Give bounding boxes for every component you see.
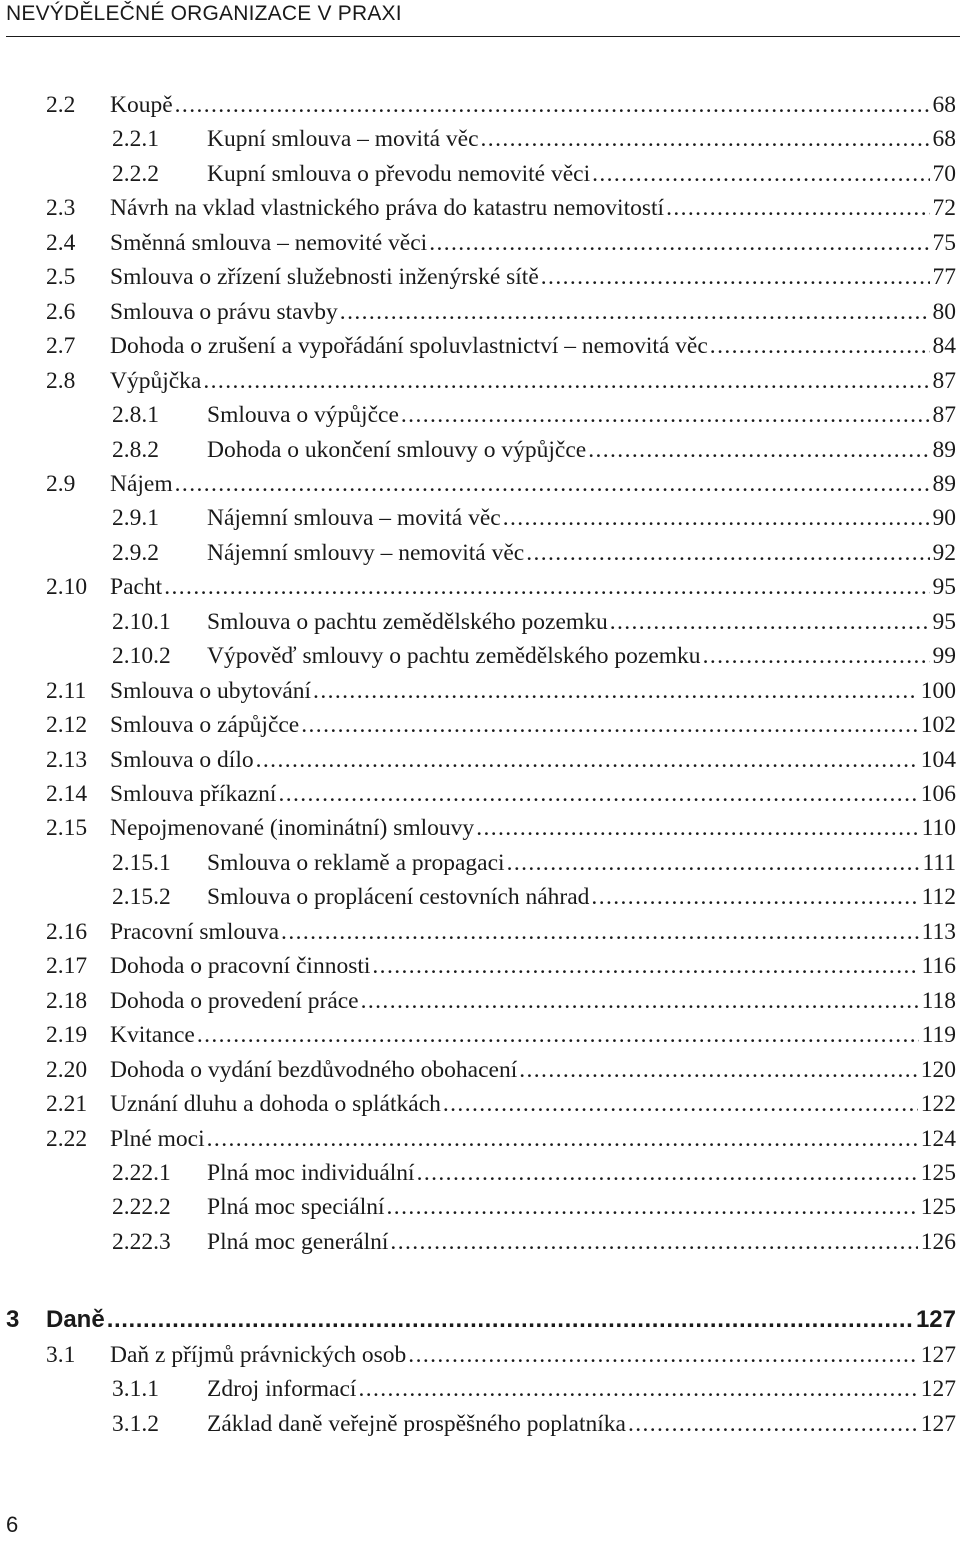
toc-entry-page: 112 [921, 884, 956, 911]
dot-leader [592, 157, 929, 191]
toc-entry-title: Nepojmenované (inominátní) smlouvy [110, 815, 475, 842]
dot-leader [541, 260, 930, 294]
dot-leader [476, 811, 918, 845]
toc-entry-line [110, 364, 956, 398]
toc-entry-page: 127 [915, 1306, 956, 1334]
toc-entry-page: 90 [932, 505, 956, 532]
toc-entry-title: Uznání dluhu a dohoda o splátkách [110, 1091, 441, 1118]
toc-entry-page: 68 [932, 126, 956, 153]
running-header: NEVÝDĚLEČNÉ ORGANIZACE V PRAXI [6, 2, 402, 25]
toc-entry-line [110, 191, 956, 225]
toc-entry-page: 95 [932, 574, 956, 601]
toc-entry-line [110, 570, 956, 604]
toc-entry-line [110, 260, 956, 294]
toc-entry-page: 119 [921, 1022, 956, 1049]
toc-entry-line [207, 1156, 956, 1190]
toc-entry [0, 605, 956, 639]
dot-leader [387, 1190, 918, 1224]
toc-entry-line [110, 949, 956, 983]
toc-entry-line [207, 605, 956, 639]
dot-leader [408, 1338, 917, 1372]
dot-leader [197, 1018, 919, 1052]
toc-entry-number: 2.2.1 [112, 126, 159, 153]
toc-entry [0, 501, 956, 535]
toc-entry-page: 125 [920, 1159, 956, 1186]
toc-entry-title: Plná moc speciální [207, 1194, 385, 1221]
toc-entry [0, 1122, 956, 1156]
dot-leader [417, 1156, 918, 1190]
toc-entry-number: 2.5 [46, 264, 76, 291]
toc-entry-number: 2.22.2 [112, 1194, 171, 1221]
toc-entry-title: Návrh na vklad vlastnického práva do katastru nemovitostí [110, 195, 665, 222]
dot-leader [507, 846, 920, 880]
dot-leader [175, 467, 930, 501]
toc-entry-line [207, 1225, 956, 1259]
toc-entry-number: 2.18 [46, 987, 88, 1014]
toc-entry [0, 1190, 956, 1224]
toc-entry-page: 89 [932, 436, 956, 463]
toc-entry [0, 364, 956, 398]
toc-entry-number: 2.20 [46, 1056, 88, 1083]
toc-entry-page: 75 [932, 229, 956, 256]
dot-leader [175, 88, 930, 122]
toc-entry-title: Dohoda o vydání bezdůvodného obohacení [110, 1056, 518, 1083]
toc-entry-title: Plné moci [110, 1125, 205, 1152]
toc-entry [0, 811, 956, 845]
toc-entry [0, 915, 956, 949]
toc-entry-line [110, 295, 956, 329]
toc-entry-page: 99 [932, 643, 956, 670]
toc-entry-line [207, 1407, 956, 1441]
toc-entry-line [207, 639, 956, 673]
toc-entry-page: 87 [932, 402, 956, 429]
toc-entry-line [110, 467, 956, 501]
toc-entry [0, 536, 956, 570]
toc-entry-line [46, 1303, 956, 1337]
toc-entry-number: 2.21 [46, 1091, 88, 1118]
toc-entry-line [207, 398, 956, 432]
toc-entry-page: 104 [920, 746, 956, 773]
toc-entry-title: Výpůjčka [110, 367, 202, 394]
dot-leader [340, 295, 930, 329]
toc-entry [0, 157, 956, 191]
toc-entry [0, 880, 956, 914]
toc-entry-number: 2.4 [46, 229, 76, 256]
toc-entry-page: 125 [920, 1194, 956, 1221]
toc-entry-number: 2.2 [46, 92, 76, 118]
toc-entry-number: 2.12 [46, 712, 88, 739]
toc-entry-number: 2.17 [46, 953, 88, 980]
toc-entry-title: Dohoda o ukončení smlouvy o výpůjčce [207, 436, 587, 463]
toc-entry-page: 124 [920, 1125, 956, 1152]
toc-entry-line [110, 1087, 956, 1121]
toc-entry [0, 743, 956, 777]
toc-entry-title: Dohoda o pracovní činnosti [110, 953, 371, 980]
toc-entry-page: 122 [920, 1091, 956, 1118]
page-number: 6 [6, 1512, 19, 1537]
toc-entry-title: Výpověď smlouvy o pachtu zemědělského pozemku [207, 643, 701, 670]
toc-entry [0, 88, 956, 122]
toc-entry-page: 100 [920, 677, 956, 704]
toc-entry [0, 708, 956, 742]
dot-leader [666, 191, 929, 225]
toc-entry [0, 433, 956, 467]
dot-leader [443, 1087, 918, 1121]
toc-entry [0, 1407, 956, 1441]
toc-entry-number: 2.3 [46, 195, 76, 222]
toc-entry-line [207, 536, 956, 570]
toc-entry-title: Základ daně veřejně prospěšného poplatníka [207, 1410, 626, 1437]
dot-leader [207, 1122, 918, 1156]
toc-entry-line [207, 1190, 956, 1224]
dot-leader [710, 329, 930, 363]
toc-entry-line [110, 811, 956, 845]
toc-entry-page: 70 [932, 160, 956, 187]
toc-entry-page: 84 [932, 333, 956, 360]
toc-entry-number: 2.9.1 [112, 505, 159, 532]
toc-entry-line [207, 1372, 956, 1406]
toc-entry-title: Nájemní smlouva – movitá věc [207, 505, 501, 532]
toc-entry [0, 1225, 956, 1259]
toc-entry-page: 127 [920, 1410, 956, 1437]
toc-entry-title: Smlouva o zápůjčce [110, 712, 300, 739]
toc-entry-number: 2.15.1 [112, 849, 171, 876]
toc-entry-number: 3.1 [46, 1341, 76, 1368]
toc-entry-page: 116 [921, 953, 956, 980]
toc-entry [0, 1087, 956, 1121]
toc-entry-line [207, 157, 956, 191]
toc-entry [0, 1338, 956, 1372]
toc-entry-line [110, 1053, 956, 1087]
toc-entry-number: 2.11 [46, 677, 87, 704]
toc-entry-page: 110 [921, 815, 956, 842]
toc-entry-line [110, 1122, 956, 1156]
toc-entry-line [110, 1338, 956, 1372]
toc-entry [0, 570, 956, 604]
dot-leader [301, 708, 918, 742]
toc-entry-number: 2.10.1 [112, 608, 171, 635]
toc-entry-number: 2.22 [46, 1125, 88, 1152]
toc-entry-number: 2.19 [46, 1022, 88, 1049]
dot-leader [591, 880, 918, 914]
dot-leader [390, 1225, 917, 1259]
dot-leader [313, 674, 918, 708]
dot-leader [203, 364, 929, 398]
toc-entry-title: Daně [46, 1306, 105, 1334]
dot-leader [610, 605, 930, 639]
toc-entry-number: 2.8.2 [112, 436, 159, 463]
toc-entry-number: 3.1.1 [112, 1376, 159, 1403]
dot-leader [401, 398, 930, 432]
dot-leader [519, 1053, 918, 1087]
toc-entry-number: 2.15 [46, 815, 88, 842]
toc-entry [0, 226, 956, 260]
toc-entry-page: 102 [920, 712, 956, 739]
toc-entry-page: 126 [920, 1228, 956, 1255]
toc-entry [0, 1053, 956, 1087]
dot-leader [358, 1372, 917, 1406]
toc-entry-line [110, 329, 956, 363]
toc-entry-title: Směnná smlouva – nemovité věci [110, 229, 428, 256]
toc-entry-title: Plná moc individuální [207, 1159, 415, 1186]
toc-entry-line [110, 915, 956, 949]
toc-entry-number: 2.22.1 [112, 1159, 171, 1186]
toc-entry-line [110, 777, 956, 811]
toc-entry-title: Kupní smlouva – movitá věc [207, 126, 479, 153]
dot-leader [429, 226, 929, 260]
dot-leader [588, 433, 929, 467]
toc-entry-title: Smlouva o reklamě a propagaci [207, 849, 505, 876]
dot-leader [703, 639, 930, 673]
toc-entry-line [207, 501, 956, 535]
toc-entry-line [110, 88, 956, 122]
toc-entry-line [207, 880, 956, 914]
toc-entry-page: 113 [921, 918, 956, 945]
toc-entry-page: 111 [922, 849, 956, 876]
toc-entry-title: Smlouva o proplácení cestovních náhrad [207, 884, 590, 911]
toc-entry [0, 1018, 956, 1052]
toc-entry-title: Dohoda o zrušení a vypořádání spoluvlastnictví – nemovitá věc [110, 333, 708, 360]
toc-entry [0, 777, 956, 811]
toc-entry-page: 87 [932, 367, 956, 394]
toc-entry [0, 949, 956, 983]
toc-entry [0, 846, 956, 880]
toc-entry-title: Pracovní smlouva [110, 918, 280, 945]
toc-entry-title: Smlouva o zřízení služebnosti inženýrské sítě [110, 264, 539, 291]
toc-entry-line [110, 1018, 956, 1052]
dot-leader [503, 501, 930, 535]
toc-entry-title: Dohoda o provedení práce [110, 987, 359, 1014]
toc-entry-page: 95 [932, 608, 956, 635]
toc-entry [0, 984, 956, 1018]
toc-entry-page: 80 [932, 298, 956, 325]
toc-entry [0, 295, 956, 329]
dot-leader [526, 536, 929, 570]
toc-entry [0, 1156, 956, 1190]
toc-entry [0, 398, 956, 432]
toc-entry-number: 2.7 [46, 333, 76, 360]
toc-entry-number: 2.16 [46, 918, 88, 945]
toc-entry-title: Nájemní smlouvy – nemovitá věc [207, 539, 525, 566]
toc-entry-title: Smlouva o právu stavby [110, 298, 338, 325]
dot-leader [481, 122, 930, 156]
toc-entry-number: 3 [6, 1306, 20, 1334]
toc-entry-title: Smlouva o dílo [110, 746, 254, 773]
toc-entry [0, 467, 956, 501]
dot-leader [281, 915, 919, 949]
toc-chapter-entry [0, 1303, 956, 1337]
toc-entry-page: 72 [932, 195, 956, 222]
toc-entry-title: Pacht [110, 574, 163, 601]
toc-entry-page: 77 [932, 264, 956, 291]
toc-entry-line [207, 433, 956, 467]
toc-entry-number: 2.14 [46, 781, 88, 807]
toc-entry-page: 106 [920, 781, 956, 807]
toc-entry-title: Smlouva o výpůjčce [207, 402, 399, 429]
toc-entry-page: 127 [920, 1341, 956, 1368]
toc-entry [0, 639, 956, 673]
toc-entry-title: Smlouva o pachtu zemědělského pozemku [207, 608, 608, 635]
toc-entry-page: 120 [920, 1056, 956, 1083]
toc-entry-page: 127 [920, 1376, 956, 1403]
toc-entry-number: 2.6 [46, 298, 76, 325]
toc-entry [0, 1372, 956, 1406]
toc-entry-title: Nájem [110, 470, 173, 497]
toc-entry [0, 122, 956, 156]
dot-leader [628, 1407, 918, 1441]
toc-entry-title: Smlouva příkazní [110, 781, 277, 807]
toc-entry-title: Smlouva o ubytování [110, 677, 312, 704]
toc-entry-line [110, 984, 956, 1018]
toc-entry-line [207, 846, 956, 880]
dot-leader [256, 743, 918, 777]
toc-entry-number: 2.22.3 [112, 1228, 171, 1255]
toc-entry-number: 2.9 [46, 470, 76, 497]
toc-entry-number: 2.8 [46, 367, 76, 394]
toc-entry-title: Plná moc generální [207, 1228, 389, 1255]
dot-leader [361, 984, 919, 1018]
toc-entry [0, 674, 956, 708]
toc-entry-title: Daň z příjmů právnických osob [110, 1341, 407, 1368]
dot-leader [107, 1303, 913, 1337]
toc-entry-page: 68 [932, 92, 956, 118]
toc-entry-number: 3.1.2 [112, 1410, 159, 1437]
toc-entry [0, 260, 956, 294]
toc-entry-number: 2.2.2 [112, 160, 159, 187]
toc-entry-number: 2.15.2 [112, 884, 171, 911]
toc-entry-number: 2.10 [46, 574, 88, 601]
toc-entry-title: Kvitance [110, 1022, 195, 1049]
toc-entry [0, 329, 956, 363]
toc-entry-line [110, 674, 956, 708]
toc-entry-number: 2.13 [46, 746, 88, 773]
toc-entry-number: 2.9.2 [112, 539, 159, 566]
toc-entry-page: 118 [921, 987, 956, 1014]
toc-entry-line [207, 122, 956, 156]
toc-entry-title: Koupě [110, 92, 173, 118]
toc-entry-line [110, 743, 956, 777]
toc-entry-line [110, 708, 956, 742]
dot-leader [372, 949, 918, 983]
dot-leader [278, 777, 917, 811]
toc-entry-page: 92 [932, 539, 956, 566]
toc-entry-number: 2.8.1 [112, 402, 159, 429]
header-rule [6, 36, 960, 37]
toc-entry-page: 89 [932, 470, 956, 497]
toc-entry-title: Zdroj informací [207, 1376, 357, 1403]
toc-entry [0, 191, 956, 225]
toc-entry-title: Kupní smlouva o převodu nemovité věci [207, 160, 591, 187]
dot-leader [164, 570, 929, 604]
toc-entry-line [110, 226, 956, 260]
toc-entry-number: 2.10.2 [112, 643, 171, 670]
